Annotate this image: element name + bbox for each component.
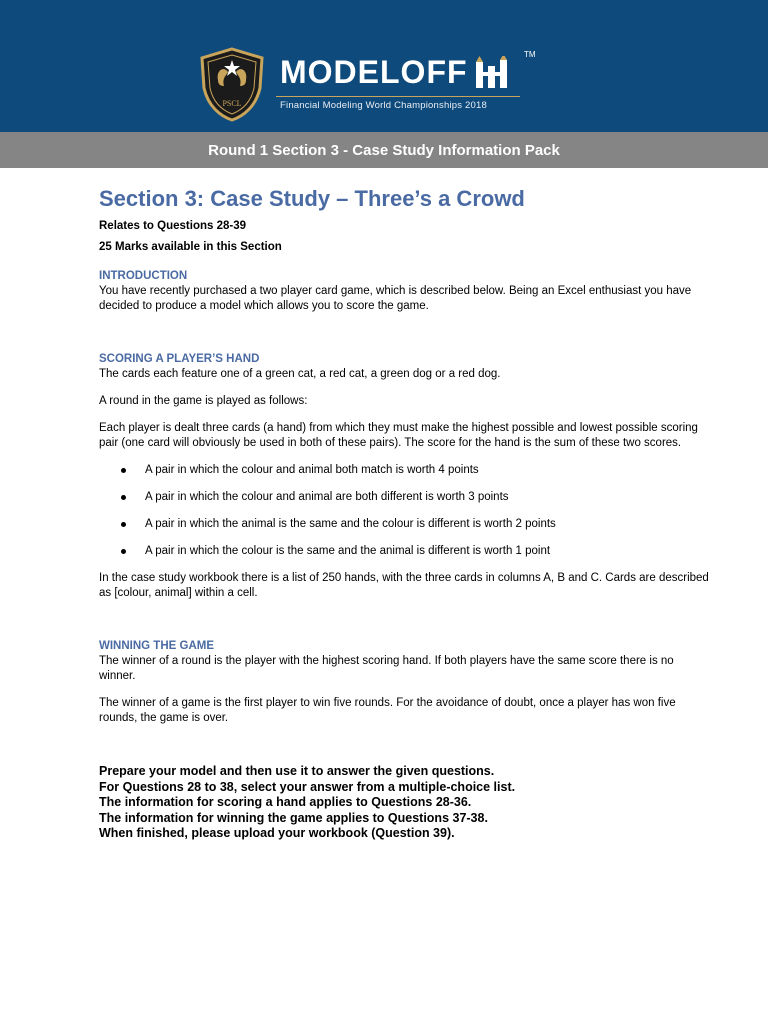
- winning-paragraph-1: The winner of a round is the player with the highest scoring hand. If both players have the same score there is no winner.: [99, 655, 674, 682]
- instruction-line: The information for winning the game applies to Questions 37-38.: [99, 810, 488, 825]
- bullet-icon: [121, 522, 126, 527]
- crest-text: PSCL: [222, 99, 242, 108]
- winning-paragraph-2: The winner of a game is the first player to win five rounds. For the avoidance of doubt, once a player has won five rounds, the game is over.: [99, 697, 676, 724]
- list-item: A pair in which the colour is the same and the animal is different is worth 1 point: [99, 544, 709, 559]
- bullet-icon: [121, 468, 126, 473]
- instruction-line: The information for scoring a hand applies to Questions 28-36.: [99, 795, 472, 809]
- list-item: A pair in which the colour and animal both match is worth 4 points: [99, 463, 709, 478]
- instructions-block: [99, 764, 709, 842]
- page-header: [0, 0, 768, 132]
- document-body: [99, 184, 709, 842]
- section-title: Section 3: Case Study – Three’s a Crowd: [99, 186, 525, 211]
- trophy-bars-icon: [472, 56, 512, 92]
- modeloff-logo: [194, 46, 534, 122]
- scoring-heading: SCORING A PLAYER’S HAND: [99, 353, 260, 365]
- scoring-paragraph-4: In the case study workbook there is a list of 250 hands, with the three cards in columns A, B and C. Cards are described as [colour, animal] within a cell.: [99, 572, 709, 599]
- bullet-icon: [121, 495, 126, 500]
- scoring-paragraph-1: The cards each feature one of a green cat, a red cat, a green dog or a red dog.: [99, 368, 501, 380]
- brand-tagline: Financial Modeling World Championships 2018: [280, 100, 487, 111]
- instruction-line: For Questions 28 to 38, select your answer from a multiple-choice list.: [99, 779, 516, 794]
- scoring-paragraph-2: A round in the game is played as follows:: [99, 395, 308, 407]
- instruction-line: Prepare your model and then use it to answer the given questions.: [99, 764, 495, 778]
- winning-heading: WINNING THE GAME: [99, 640, 214, 652]
- instruction-line: When finished, please upload your workbook (Question 39).: [99, 826, 455, 840]
- scoring-paragraph-3: Each player is dealt three cards (a hand) from which they must make the highest possible and lowest possible scoring pair (one card will obviously be used in both of these pairs). The score for the hand is the sum of these two scores.: [99, 422, 698, 449]
- introduction-heading: INTRODUCTION: [99, 270, 188, 282]
- brand-divider: [276, 96, 520, 97]
- brand-name: MODELOFF: [280, 54, 468, 90]
- list-item: A pair in which the colour and animal are both different is worth 3 points: [99, 490, 709, 505]
- list-item: A pair in which the animal is the same and the colour is different is worth 2 points: [99, 517, 709, 532]
- bullet-icon: [121, 549, 126, 554]
- marks-available: 25 Marks available in this Section: [99, 241, 282, 253]
- crest-icon: [194, 46, 270, 122]
- trademark-mark: TM: [524, 50, 536, 59]
- section-band: Round 1 Section 3 - Case Study Information Pack: [0, 132, 768, 168]
- scoring-rules-list: [99, 463, 709, 559]
- relates-to-questions: Relates to Questions 28-39: [99, 220, 246, 232]
- introduction-text: You have recently purchased a two player card game, which is described below. Being an Excel enthusiast you have decided to produce a model which allows you to score the game.: [99, 285, 692, 312]
